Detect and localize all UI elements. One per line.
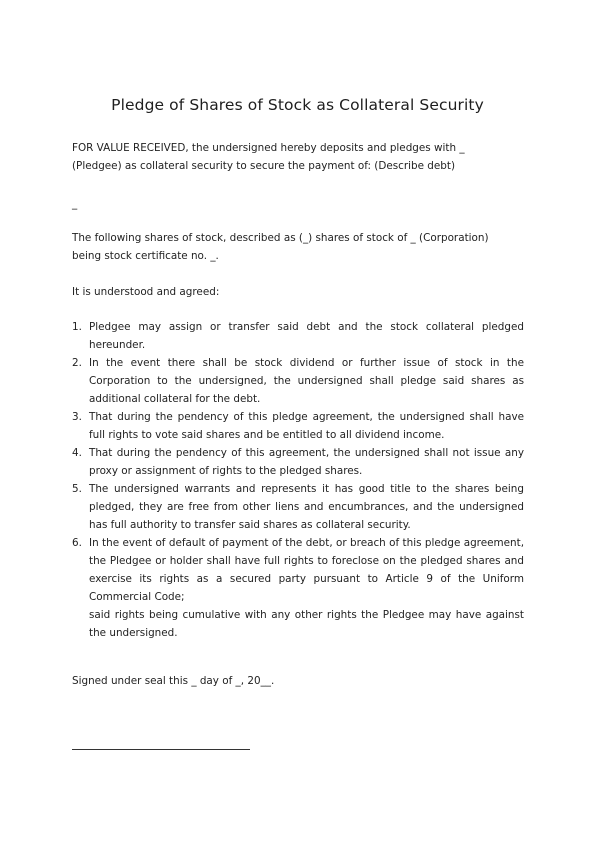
agreed-heading: It is understood and agreed:	[72, 286, 220, 298]
item-number: 1.	[72, 321, 82, 333]
terms-list	[72, 318, 524, 642]
list-item	[72, 480, 524, 534]
item-text: In the event of default of payment of the debt, or breach of this pledge agreement, the Pledgee or holder shall have full rights to foreclose on the pledged shares and exercise its rights as a secured party pursuant to Article 9 of the Uniform Commercial Code;	[89, 537, 524, 603]
item-number: 3.	[72, 411, 82, 423]
list-item	[72, 354, 524, 408]
intro-line: FOR VALUE RECEIVED, the undersigned hereby deposits and pledges with _	[72, 142, 465, 154]
intro-paragraph	[72, 139, 524, 175]
list-item	[72, 408, 524, 444]
list-item	[72, 444, 524, 480]
item-text: That during the pendency of this pledge agreement, the undersigned shall have full rights to vote said shares and be entitled to all dividend income.	[89, 411, 524, 441]
signed-line: Signed under seal this _ day of _, 20__.	[72, 675, 275, 687]
list-continuation: said rights being cumulative with any other rights the Pledgee may have against the undersigned.	[89, 609, 524, 639]
stock-paragraph	[72, 229, 524, 265]
document-title: Pledge of Shares of Stock as Collateral Security	[111, 96, 484, 114]
list-item	[72, 534, 524, 606]
list-item	[72, 318, 524, 354]
item-number: 5.	[72, 483, 82, 495]
item-text: That during the pendency of this agreement, the undersigned shall not issue any proxy or assignment of rights to the pledged shares.	[89, 447, 524, 477]
item-number: 4.	[72, 447, 82, 459]
item-text: In the event there shall be stock dividend or further issue of stock in the Corporation to the undersigned, the undersigned shall pledge said shares as additional collateral for the debt.	[89, 357, 524, 405]
stock-line: being stock certificate no. _.	[72, 250, 219, 262]
item-number: 2.	[72, 357, 82, 369]
item-number: 6.	[72, 537, 82, 549]
debt-blank: _	[72, 198, 78, 210]
item-text: Pledgee may assign or transfer said debt and the stock collateral pledged hereunder.	[89, 321, 524, 351]
signature-line	[72, 749, 250, 750]
stock-line: The following shares of stock, described as (_) shares of stock of _ (Corporation)	[72, 232, 489, 244]
item-text: The undersigned warrants and represents it has good title to the shares being pledged, they are free from other liens and encumbrances, and the undersigned has full authority to transfer said shares as collateral security.	[89, 483, 524, 531]
intro-line: (Pledgee) as collateral security to secure the payment of: (Describe debt)	[72, 160, 456, 172]
